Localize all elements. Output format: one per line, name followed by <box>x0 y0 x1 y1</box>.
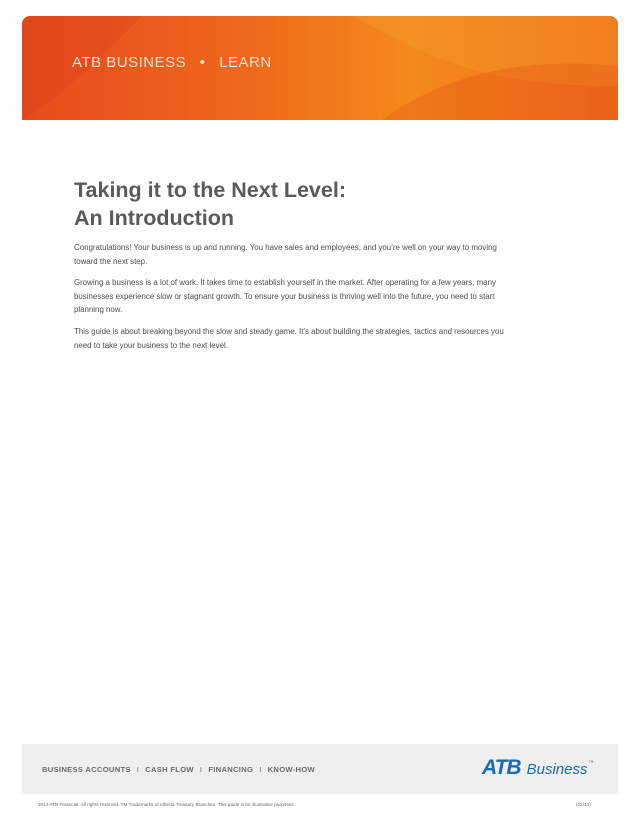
footer-nav-cash-flow: CASH FLOW <box>145 765 194 774</box>
header-banner <box>22 16 618 120</box>
copyright-fine-print: 2013 ATB Financial. All rights reserved. TM Trademarks of Alberta Treasury Branches. This guide is for illustrative purposes. <box>38 802 295 807</box>
banner-separator: • <box>199 54 206 71</box>
atb-business-logo <box>482 756 593 780</box>
footer-nav-financing: FINANCING <box>208 765 254 774</box>
logo-business-text: Business <box>526 761 588 778</box>
footer-nav-know-how: KNOW-HOW <box>267 765 316 774</box>
logo-atb-text: ATB <box>482 756 521 779</box>
logo-trademark: ™ <box>588 760 594 766</box>
paragraph-guide: This guide is about breaking beyond the slow and steady game. It’s about building the strategies, tactics and resources you need to take your business to the next level. <box>74 326 504 350</box>
title-line-2: An Introduction <box>74 206 235 230</box>
banner-brand: ATB BUSINESS <box>72 54 187 71</box>
paragraph-growing: Growing a business is a lot of work. It takes time to establish yourself in the market. After operating for a few years, many businesses experience slow or stagnant growth. To ensure your business is thriving well into the future, you need to start planning now. <box>74 278 496 315</box>
footer-nav-divider: I <box>136 765 140 774</box>
footer-nav-divider: I <box>259 765 262 774</box>
footer-bar <box>22 744 618 794</box>
page-title <box>74 176 346 232</box>
banner-section: LEARN <box>219 54 272 71</box>
footer-nav <box>42 765 315 774</box>
footer-nav-business-accounts: BUSINESS ACCOUNTS <box>42 765 131 774</box>
document-date-code: (02/13) <box>576 802 591 807</box>
intro-body <box>74 241 504 360</box>
banner-heading <box>72 54 272 71</box>
title-line-1: Taking it to the Next Level: <box>74 178 346 202</box>
paragraph-congratulations: Congratulations! Your business is up and running. You have sales and employees, and you’re well on your way to moving toward the next step. <box>74 243 497 266</box>
footer-nav-divider: I <box>199 765 203 774</box>
